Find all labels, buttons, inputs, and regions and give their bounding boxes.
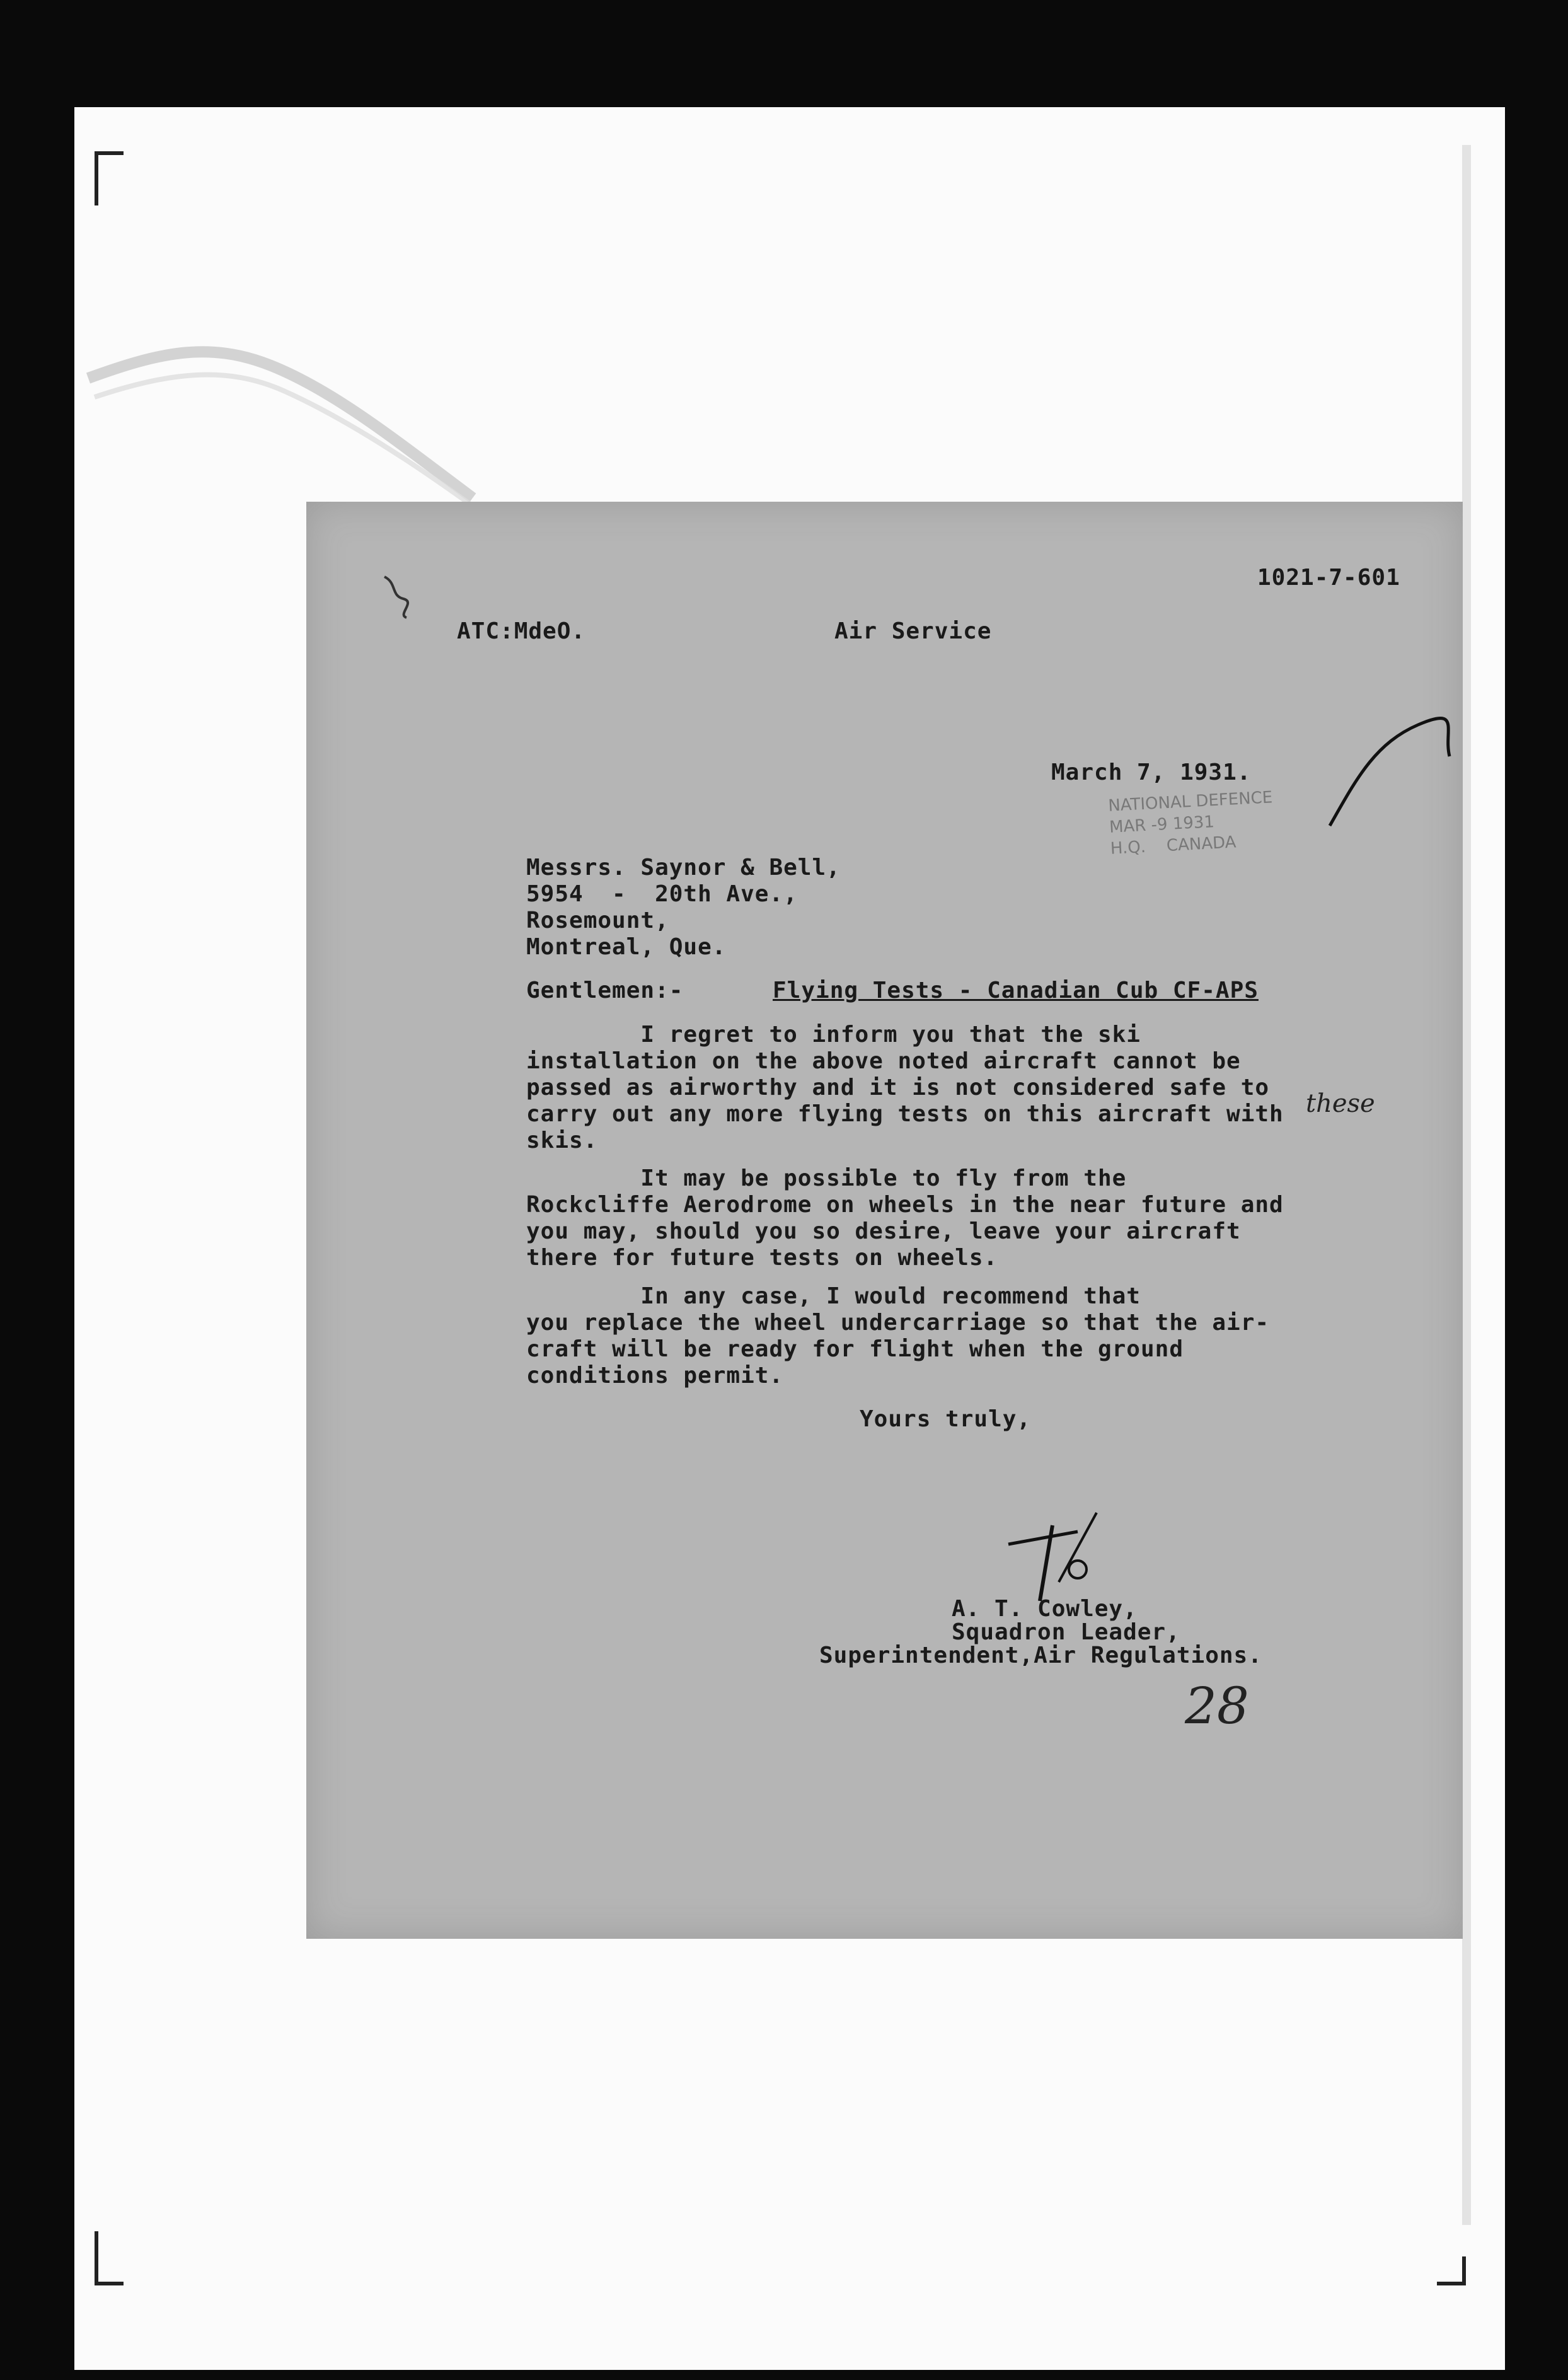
signatory-rank: Squadron Leader, [952, 1619, 1180, 1645]
body-line: conditions permit. [526, 1363, 784, 1389]
body-line: skis. [526, 1128, 598, 1153]
body-line: you may, should you so desire, leave your aircraft [526, 1218, 1241, 1244]
subject-line: Flying Tests - Canadian Cub CF-APS [773, 978, 1259, 1003]
signatory-title: Superintendent,Air Regulations. [819, 1643, 1262, 1668]
signatory-name: A. T. Cowley, [952, 1596, 1138, 1622]
crop-mark-bottom-left [95, 2231, 124, 2285]
body-line: carry out any more flying tests on this aircraft with [526, 1101, 1284, 1127]
crop-mark-bottom-right [1437, 2256, 1466, 2285]
body-line: I regret to inform you that the ski [526, 1022, 1141, 1048]
tape-residue [82, 328, 485, 517]
handwritten-signature [983, 1506, 1122, 1607]
pencil-mark [372, 570, 422, 621]
body-line: installation on the above noted aircraft cannot be [526, 1048, 1241, 1074]
addressee-line: Montreal, Que. [526, 934, 727, 960]
file-number: 1021-7-601 [1257, 565, 1400, 591]
addressee-line: Messrs. Saynor & Bell, [526, 855, 841, 881]
pen-stroke [1317, 706, 1456, 838]
body-line: It may be possible to fly from the [526, 1165, 1127, 1191]
letter-date: March 7, 1931. [1051, 760, 1252, 785]
received-stamp: NATIONAL DEFENCE MAR -9 1931 H.Q. CANADA [1107, 788, 1273, 858]
page-edge [1462, 145, 1471, 2225]
body-line: craft will be ready for flight when the ground [526, 1336, 1184, 1362]
closing: Yours truly, [860, 1406, 1032, 1432]
body-line: you replace the wheel undercarriage so that the air- [526, 1310, 1270, 1336]
body-line: there for future tests on wheels. [526, 1245, 998, 1271]
salutation: Gentlemen:- [526, 978, 684, 1003]
department: Air Service [834, 618, 992, 644]
reference-code: ATC:MdeO. [457, 618, 586, 644]
body-line: In any case, I would recommend that [526, 1283, 1141, 1309]
body-line: passed as airworthy and it is not considered safe to [526, 1075, 1270, 1100]
addressee-line: Rosemount, [526, 908, 669, 933]
body-line: Rockcliffe Aerodrome on wheels in the near future and [526, 1192, 1284, 1218]
page-number: 28 [1185, 1677, 1249, 1735]
handwritten-insert: these [1306, 1089, 1375, 1118]
addressee-line: 5954 - 20th Ave., [526, 881, 798, 907]
crop-mark-top-left [95, 151, 124, 205]
